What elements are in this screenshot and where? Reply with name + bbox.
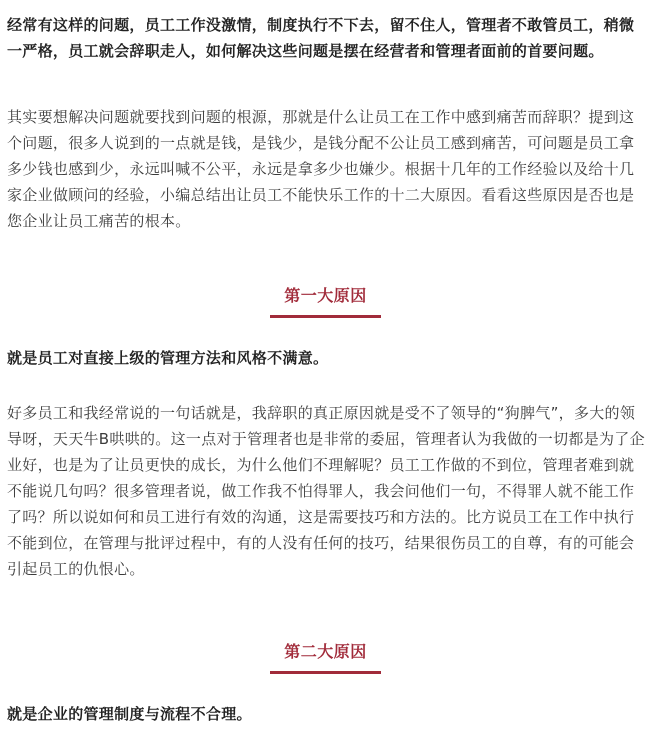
section-2-lead: 就是企业的管理制度与流程不合理。 [7,705,252,723]
intro-body-paragraph: 其实要想解决问题就要找到问题的根源，那就是什么让员工在工作中感到痛苦而辞职？提到这个问题，很多人说到的一点就是钱，是钱少，是钱分配不公让员工感到痛苦，可问题是员工拿多少钱也感到少，永远叫喊不公平，永远是拿多少也嫌少。根据十几年的工作经验以及给十几家企业做顾问的经验，小编总结出让员工不能快乐工作的十二大原因。看看这些原因是否也是您企业让员工痛苦的根本。 [7,108,635,230]
section-2-heading-wrap [0,641,651,663]
section-1-heading: 第一大原因 [284,286,367,305]
section-2-heading-underline [270,671,381,674]
section-1-lead: 就是员工对直接上级的管理方法和风格不满意。 [7,349,329,367]
section-1-body: 好多员工和我经常说的一句话就是，我辞职的真正原因就是受不了领导的“狗脾气”，多大的领导呀，天天牛B哄哄的。这一点对于管理者也是非常的委屈，管理者认为我做的一切都是为了企业好，也是为了让员更快的成长，为什么他们不理解呢？员工工作做的不到位，管理者难到就不能说几句吗？很多管理者说，做工作我不怕得罪人，我会问他们一句，不得罪人就不能工作了吗？所以说如何和员工进行有效的沟通，这是需要技巧和方法的。比方说员工在工作中执行不能到位，在管理与批评过程中，有的人没有任何的技巧，结果很伤员工的自尊，有的可能会引起员工的仇恨心。 [7,404,645,578]
intro-bold-paragraph: 经常有这样的问题，员工工作没激情，制度执行不下去，留不住人，管理者不敢管员工，稍微一严格，员工就会辞职走人，如何解决这些问题是摆在经营者和管理者面前的首要问题。 [7,16,635,60]
section-1-heading-underline [270,315,381,318]
section-2-heading: 第二大原因 [284,642,367,661]
section-1-heading-wrap [0,285,651,307]
